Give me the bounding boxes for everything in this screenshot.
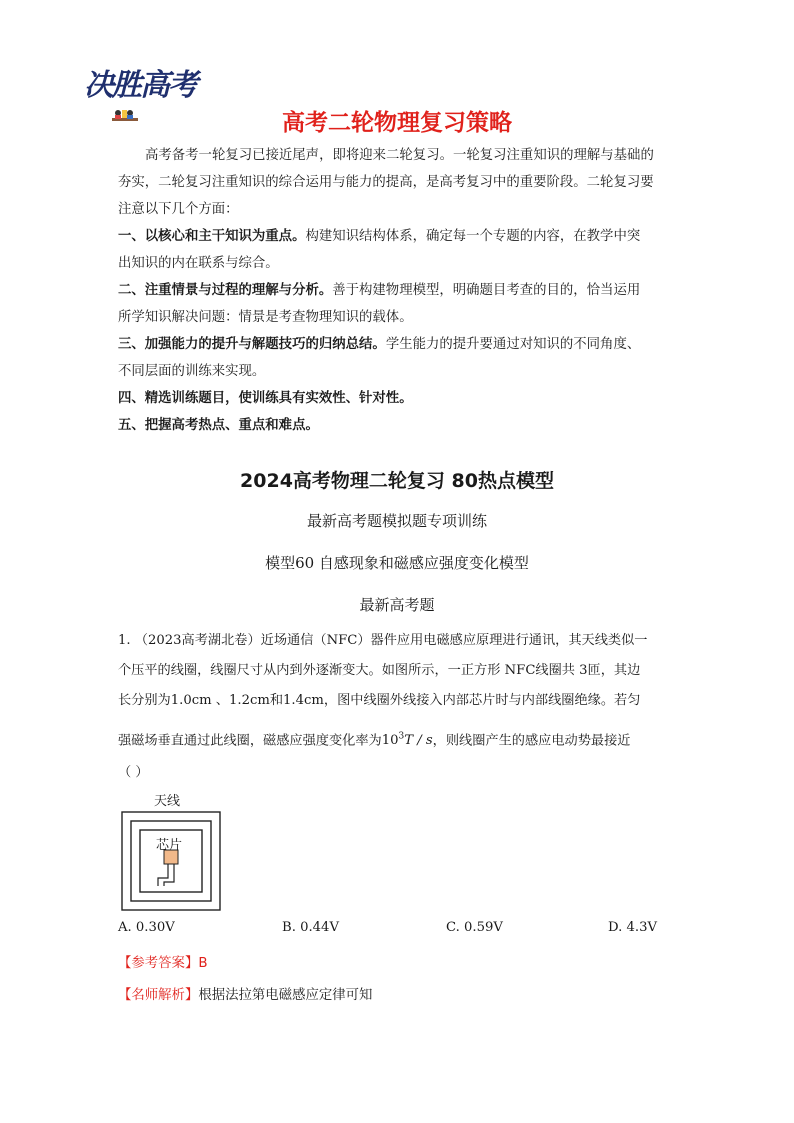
logo-text: 决胜高考	[84, 68, 196, 103]
expert-analysis: 【名师解析】根据法拉第电磁感应定律可知	[118, 988, 373, 1003]
point-2-cont: 所学知识解决问题：情景是考查物理知识的载体。	[118, 310, 413, 325]
coil-diagram	[118, 808, 226, 915]
page-title: 高考二轮物理复习策略	[282, 110, 512, 136]
option-b: B. 0.44V	[282, 920, 339, 935]
question-line-5: （ ）	[118, 765, 149, 780]
section-subheading-2: 模型60 自感现象和磁感应强度变化模型	[265, 554, 529, 572]
nfc-coil-figure	[118, 790, 228, 915]
intro-line-3: 注意以下几个方面：	[118, 202, 239, 217]
answer-options	[118, 920, 678, 942]
option-c: C. 0.59V	[446, 920, 503, 935]
rate-value: $10^3T$ / s	[381, 732, 433, 749]
question-line-1: 1. （2023高考湖北卷）近场通信（NFC）器件应用电磁感应原理进行通讯，其天线类似一	[118, 633, 648, 648]
option-a: A. 0.30V	[118, 920, 175, 935]
point-1: 一、以核心和主干知识为重点。构建知识结构体系，确定每一个专题的内容，在教学中突	[118, 229, 641, 244]
question-line-4: 强磁场垂直通过此线圈，磁感应强度变化率为$10^3T$ / s，则线圈产生的感应电动势最接近	[118, 732, 631, 749]
option-d: D. 4.3V	[608, 920, 657, 935]
section-subheading-1: 最新高考题模拟题专项训练	[306, 512, 487, 530]
reference-answer: 【参考答案】B	[118, 956, 208, 971]
section-subheading-3: 最新高考题	[359, 596, 435, 614]
point-1-cont: 出知识的内在联系与综合。	[118, 256, 279, 271]
intro-line-1: 高考备考一轮复习已接近尾声，即将迎来二轮复习。一轮复习注重知识的理解与基础的	[145, 148, 654, 163]
question-line-2: 个压平的线圈，线圈尺寸从内到外逐渐变大。如图所示，一正方形 NFC线圈共 3匝，其边	[118, 663, 641, 678]
chip-label: 芯片	[156, 838, 183, 853]
section-heading: 2024高考物理二轮复习 80热点模型	[240, 470, 554, 492]
point-5: 五、把握高考热点、重点和难点。	[118, 418, 319, 433]
point-4: 四、精选训练题目，使训练具有实效性、针对性。	[118, 391, 413, 406]
point-3: 三、加强能力的提升与解题技巧的归纳总结。学生能力的提升要通过对知识的不同角度、	[118, 337, 641, 352]
antenna-label: 天线	[154, 794, 181, 809]
point-2: 二、注重情景与过程的理解与分析。善于构建物理模型，明确题目考查的目的，恰当运用	[118, 283, 641, 298]
question-line-3: 长分别为1.0cm 、1.2cm和1.4cm，图中线圈外线接入内部芯片时与内部线圈绝缘。若匀	[118, 693, 641, 708]
intro-line-2: 夯实，二轮复习注重知识的综合运用与能力的提高，是高考复习中的重要阶段。二轮复习要	[118, 175, 654, 190]
point-3-cont: 不同层面的训练来实现。	[118, 364, 266, 379]
